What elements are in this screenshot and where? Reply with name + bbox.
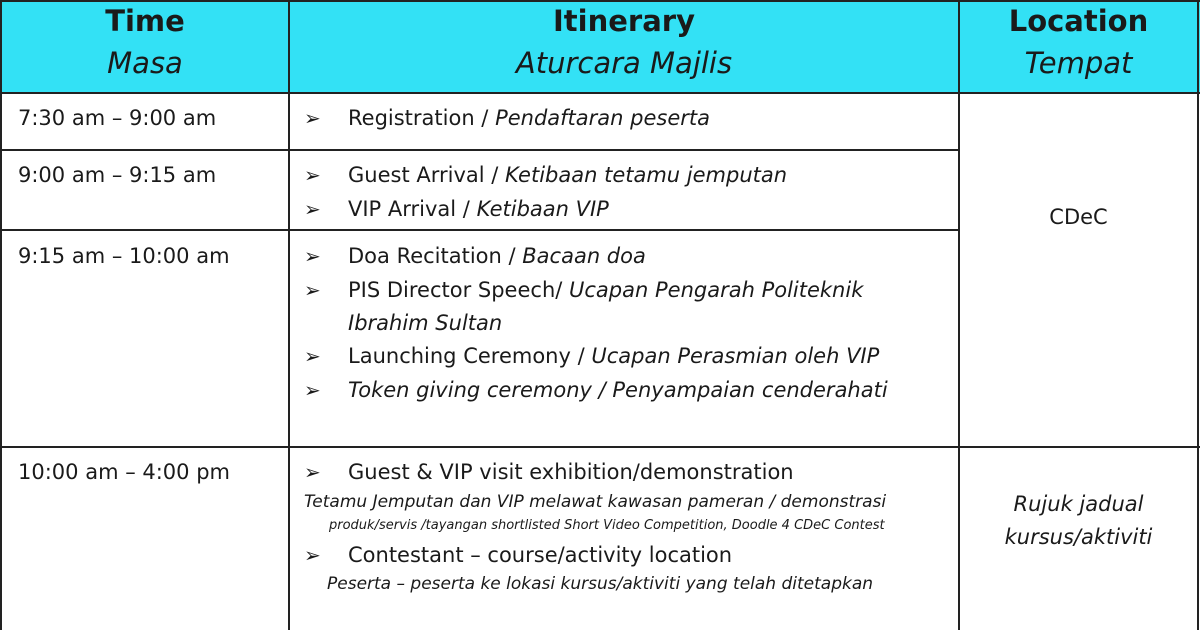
location-cdec: CDeC: [1049, 205, 1108, 229]
time-cell-2: 9:00 am – 9:15 am: [18, 163, 217, 187]
item-en: Guest & VIP visit exhibition/demonstration: [348, 460, 794, 484]
item-en: PIS Director Speech/: [348, 278, 570, 302]
item-ms: Ketibaan tetamu jemputan: [505, 163, 788, 187]
item-note-small: produk/servis /tayangan shortlisted Short Video Competition, Doodle 4 CDeC Contest: [329, 518, 885, 533]
arrow-bullet-icon: ➢: [304, 197, 321, 221]
arrow-bullet-icon: ➢: [304, 543, 321, 567]
header-itinerary: [290, 4, 958, 80]
border-header-bottom: [0, 92, 1200, 94]
border-top: [0, 0, 1200, 2]
item-ms: Token giving ceremony / Penyampaian cenderahati: [348, 378, 888, 402]
header-time-label: Time: [105, 4, 185, 38]
item-en: Guest Arrival /: [348, 163, 506, 187]
item-en: Registration /: [348, 106, 496, 130]
arrow-bullet-icon: ➢: [304, 163, 321, 187]
item-en: Contestant – course/activity location: [348, 543, 733, 567]
header-time-sub: Masa: [107, 46, 183, 80]
border-col1: [288, 0, 290, 630]
item-ms: Bacaan doa: [522, 244, 646, 268]
item-en: VIP Arrival /: [348, 197, 477, 221]
arrow-bullet-icon: ➢: [304, 278, 321, 302]
border-row2: [0, 229, 959, 231]
arrow-bullet-icon: ➢: [304, 378, 321, 402]
item-ms: Pendaftaran peserta: [495, 106, 710, 130]
border-right: [1197, 0, 1199, 630]
item-ms: Ucapan Pengarah Politeknik: [569, 278, 864, 302]
border-row3: [0, 446, 1200, 448]
header-itinerary-sub: Aturcara Majlis: [515, 46, 733, 80]
arrow-bullet-icon: ➢: [304, 106, 321, 130]
border-row1: [0, 149, 959, 151]
border-left: [0, 0, 2, 630]
location-schedule-line2: kursus/aktiviti: [1004, 525, 1153, 549]
location-schedule-line1: Rujuk jadual: [1013, 492, 1144, 516]
item-en: Doa Recitation /: [348, 244, 523, 268]
item-en: Launching Ceremony /: [348, 344, 592, 368]
item-ms: Ketibaan VIP: [476, 197, 609, 221]
time-cell-4: 10:00 am – 4:00 pm: [18, 460, 230, 484]
item-note: Peserta – peserta ke lokasi kursus/aktiviti yang telah ditetapkan: [327, 574, 874, 594]
item-ms: Ucapan Perasmian oleh VIP: [591, 344, 880, 368]
item-ms-cont: Ibrahim Sultan: [348, 311, 503, 335]
arrow-bullet-icon: ➢: [304, 244, 321, 268]
header-time: [2, 4, 288, 80]
item-note: Tetamu Jemputan dan VIP melawat kawasan pameran / demonstrasi: [304, 492, 887, 512]
arrow-bullet-icon: ➢: [304, 344, 321, 368]
header-location-label: Location: [1008, 4, 1149, 38]
arrow-bullet-icon: ➢: [304, 460, 321, 484]
time-cell-3: 9:15 am – 10:00 am: [18, 244, 230, 268]
header-itinerary-label: Itinerary: [553, 4, 695, 38]
header-location-sub: Tempat: [1024, 46, 1133, 80]
time-cell-1: 7:30 am – 9:00 am: [18, 106, 217, 130]
header-location: [960, 4, 1197, 80]
